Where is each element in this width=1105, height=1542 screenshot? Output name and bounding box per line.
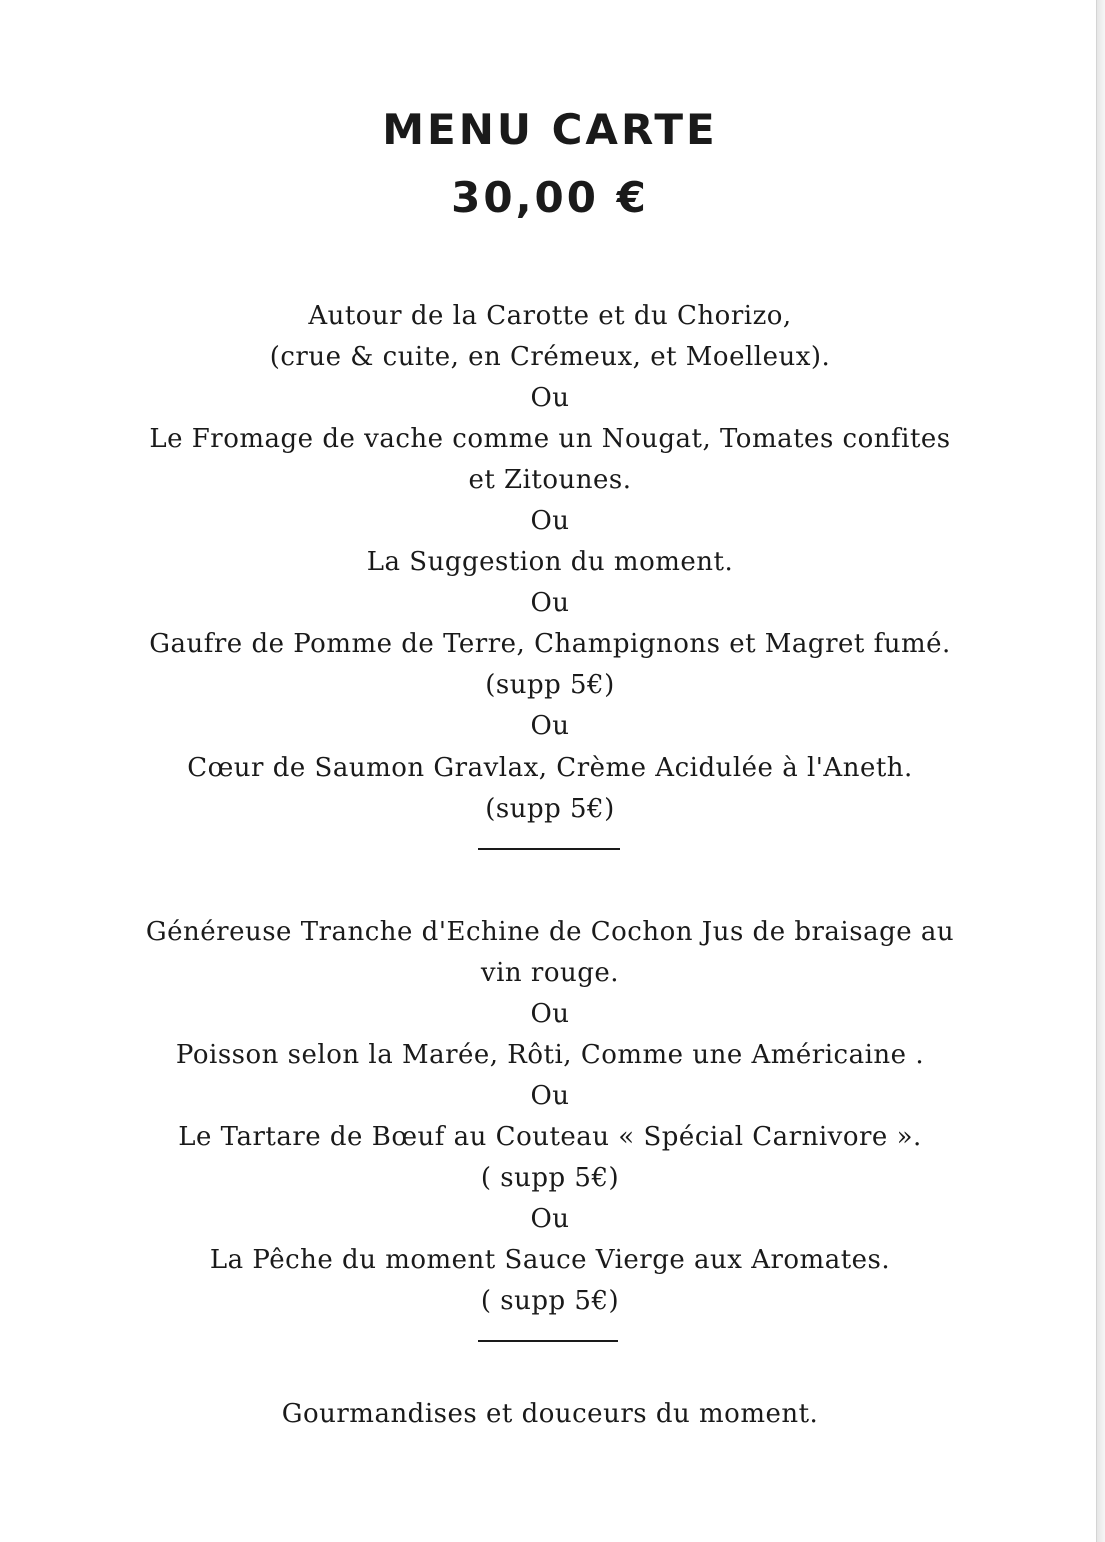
starter-2-line-1: Le Fromage de vache comme un Nougat, Tomates confites	[149, 424, 951, 454]
main-3: Le Tartare de Bœuf au Couteau « Spécial Carnivore ».	[178, 1122, 922, 1152]
starter-or-2: Ou	[530, 506, 570, 536]
page-edge	[1096, 0, 1105, 1542]
main-or-1: Ou	[530, 999, 570, 1029]
main-1-line-1: Généreuse Tranche d'Echine de Cochon Jus de braisage au	[145, 917, 955, 947]
starter-5: Cœur de Saumon Gravlax, Crème Acidulée à l'Aneth.	[187, 753, 913, 783]
starter-or-1: Ou	[530, 383, 570, 413]
starter-3: La Suggestion du moment.	[366, 547, 734, 577]
main-4: La Pêche du moment Sauce Vierge aux Aromates.	[209, 1245, 891, 1275]
main-or-2: Ou	[530, 1081, 570, 1111]
starter-2-line-2: et Zitounes.	[468, 465, 632, 495]
starter-4: Gaufre de Pomme de Terre, Champignons et Magret fumé.	[149, 629, 951, 659]
section-divider-1	[478, 848, 620, 850]
main-or-3: Ou	[530, 1204, 570, 1234]
menu-price: 30,00 €	[451, 173, 649, 222]
section-divider-2	[478, 1340, 618, 1342]
starter-5-supplement: (supp 5€)	[485, 794, 615, 824]
starter-or-3: Ou	[530, 588, 570, 618]
main-3-supplement: ( supp 5€)	[480, 1163, 620, 1193]
starter-or-4: Ou	[530, 711, 570, 741]
main-2: Poisson selon la Marée, Rôti, Comme une Américaine .	[175, 1040, 925, 1070]
dessert-1: Gourmandises et douceurs du moment.	[281, 1399, 819, 1429]
menu-title: MENU CARTE	[382, 105, 718, 154]
starter-1-line-2: (crue & cuite, en Crémeux, et Moelleux).	[269, 342, 831, 372]
main-1-line-2: vin rouge.	[480, 958, 620, 988]
starter-1-line-1: Autour de la Carotte et du Chorizo,	[308, 301, 792, 331]
main-4-supplement: ( supp 5€)	[480, 1286, 620, 1316]
starter-4-supplement: (supp 5€)	[485, 670, 615, 700]
